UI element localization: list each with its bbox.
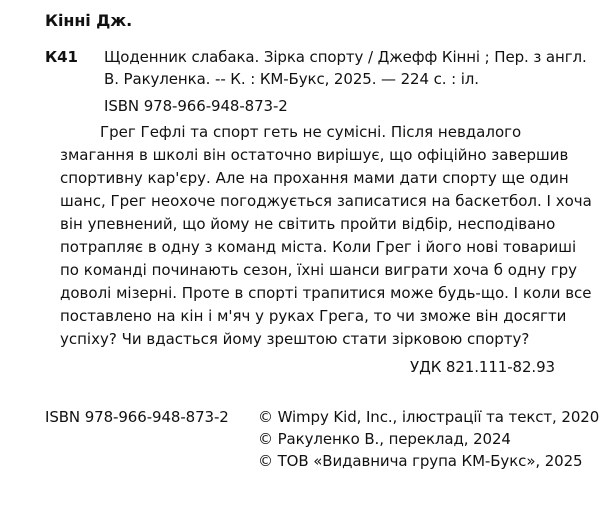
copyright-line: © Wimpy Kid, Inc., ілюстрації та текст, 2020 [258, 408, 600, 426]
annotation-line: спортивну кар'єру. Але на прохання мами дати спорту ще один [60, 169, 569, 187]
copyright-line: © ТОВ «Видавнича група КМ-Букс», 2025 [258, 452, 583, 470]
annotation-line: по команді починають сезон, їхні шанси виграти хоча б одну гру [60, 261, 578, 279]
annotation-line: поставлено на кін і м'яч у руках Грега, то чи зможе він досягти [60, 307, 567, 325]
isbn-bottom: ISBN 978-966-948-873-2 [45, 408, 229, 426]
catalog-code: К41 [45, 48, 78, 66]
annotation-line: успіху? Чи вдасться йому зрештою стати зірковою спорту? [60, 330, 530, 348]
bibliographic-line-2: В. Ракуленка. -- К. : КМ-Букс, 2025. — 224 с. : іл. [104, 70, 479, 88]
annotation-line: доволі мізерні. Проте в спорті трапитися може будь-що. І коли все [60, 284, 592, 302]
annotation-line: Грег Гефлі та спорт геть не сумісні. Після невдалого [100, 123, 522, 141]
annotation-line: шанс, Грег неохоче погоджується записатися на баскетбол. І хоча [60, 192, 592, 210]
annotation-line: змагання в школі він остаточно вирішує, що офіційно завершив [60, 146, 569, 164]
udk-code: УДК 821.111-82.93 [410, 358, 555, 376]
copyright-line: © Ракуленко В., переклад, 2024 [258, 430, 511, 448]
annotation-line: потрапляє в одну з команд міста. Коли Грег і його нові товариші [60, 238, 577, 256]
bibliographic-line-1: Щоденник слабака. Зірка спорту / Джефф Кінні ; Пер. з англ. [104, 48, 587, 66]
isbn-top: ISBN 978-966-948-873-2 [104, 97, 288, 115]
author-name: Кінні Дж. [45, 11, 133, 30]
annotation-line: він упевнений, що йому не світить пройти відбір, несподівано [60, 215, 556, 233]
